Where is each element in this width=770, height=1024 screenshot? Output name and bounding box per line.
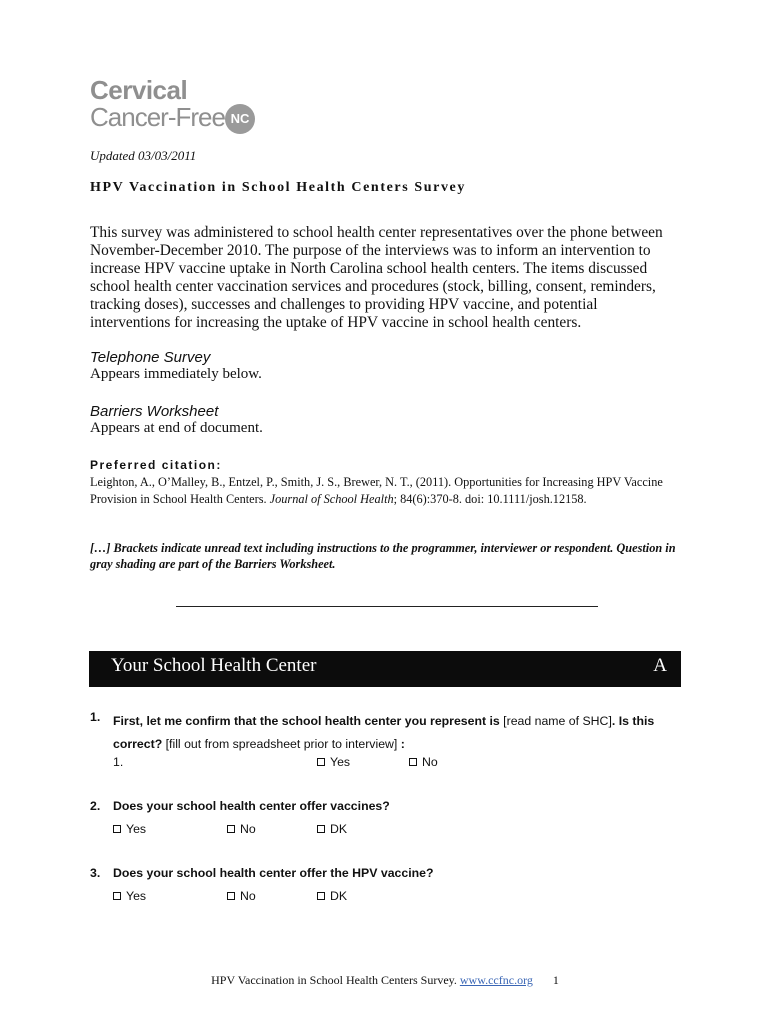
question-number: 1. bbox=[90, 710, 101, 724]
banner-title: Your School Health Center bbox=[111, 655, 317, 676]
question-number: 2. bbox=[90, 799, 101, 813]
logo bbox=[90, 76, 280, 138]
checkbox-icon[interactable] bbox=[113, 892, 121, 900]
section-text: Appears at end of document. bbox=[90, 420, 263, 436]
checkbox-icon[interactable] bbox=[409, 758, 417, 766]
question-3-text: Does your school health center offer the HPV vaccine? bbox=[113, 866, 434, 880]
checkbox-icon[interactable] bbox=[317, 758, 325, 766]
section-barriers-worksheet bbox=[90, 403, 263, 437]
option-label: No bbox=[422, 755, 438, 769]
section-banner bbox=[89, 651, 681, 687]
q2-option-no[interactable] bbox=[227, 822, 256, 836]
banner-letter: A bbox=[653, 655, 667, 676]
option-label: Yes bbox=[330, 755, 351, 769]
document-title: HPV Vaccination in School Health Centers Survey bbox=[90, 180, 466, 195]
question-3 bbox=[90, 866, 100, 880]
bracket-note: […] Brackets indicate unread text including instructions to the programmer, interviewer or respondent. Question in gray shading are part of the Barriers Worksheet. bbox=[90, 541, 676, 571]
q3-option-dk[interactable] bbox=[317, 889, 347, 903]
section-heading: Barriers Worksheet bbox=[90, 403, 219, 420]
footer-text: HPV Vaccination in School Health Centers Survey. bbox=[211, 973, 460, 987]
updated-date: Updated 03/03/2011 bbox=[90, 148, 197, 163]
q1-answer-number: 1. bbox=[113, 755, 124, 769]
q2-option-dk[interactable] bbox=[317, 822, 347, 836]
citation-label: Preferred citation: bbox=[90, 458, 222, 472]
q1-option-no[interactable] bbox=[409, 755, 438, 769]
page-footer bbox=[0, 973, 770, 988]
citation-journal: Journal of School Health bbox=[269, 492, 394, 506]
q3-option-yes[interactable] bbox=[113, 889, 146, 903]
question-number: 3. bbox=[90, 866, 101, 880]
option-label: DK bbox=[330, 822, 348, 836]
divider-line bbox=[176, 606, 598, 607]
option-label: Yes bbox=[126, 822, 147, 836]
q1-option-yes[interactable] bbox=[317, 755, 350, 769]
logo-line-2: Cancer-Free bbox=[90, 102, 225, 132]
citation-authors: Leighton, A., O’Malley, B., Entzel, P., Smith, J. S., Brewer, N. T., (2011). Opportunities for Increasing HPV Vaccine Provision in School Health Centers. bbox=[90, 475, 663, 506]
q1-instruction-2: [fill out from spreadsheet prior to interview] bbox=[162, 737, 401, 751]
section-telephone-survey bbox=[90, 349, 262, 383]
citation-text bbox=[90, 474, 690, 508]
question-1-text bbox=[113, 710, 683, 756]
option-label: DK bbox=[330, 889, 348, 903]
page-number: 1 bbox=[552, 973, 559, 987]
citation-details: ; 84(6):370-8. doi: 10.1111/josh.12158. bbox=[393, 492, 587, 506]
section-heading: Telephone Survey bbox=[90, 349, 211, 366]
checkbox-icon[interactable] bbox=[113, 825, 121, 833]
question-2-text: Does your school health center offer vaccines? bbox=[113, 799, 390, 813]
question-1 bbox=[90, 710, 100, 724]
q3-option-no[interactable] bbox=[227, 889, 256, 903]
option-label: No bbox=[240, 822, 256, 836]
checkbox-icon[interactable] bbox=[227, 892, 235, 900]
q1-text-bold-3: correct? bbox=[113, 737, 163, 751]
option-label: Yes bbox=[126, 889, 147, 903]
checkbox-icon[interactable] bbox=[317, 892, 325, 900]
section-text: Appears immediately below. bbox=[90, 366, 262, 382]
logo-line-1: Cervical bbox=[90, 75, 188, 105]
q1-instruction-1: [read name of SHC] bbox=[499, 714, 612, 728]
footer-link[interactable]: www.ccfnc.org bbox=[459, 973, 533, 987]
checkbox-icon[interactable] bbox=[227, 825, 235, 833]
logo-nc-badge: NC bbox=[225, 104, 255, 134]
intro-text: This survey was administered to school health center representatives over the phone between November-December 2010. The purpose of the interviews was to inform an intervention to increase HPV vaccine uptake in North Carolina school health centers. The items discussed school health center vaccination services and procedures (stock, billing, consent, reminders, tracking doses), successes and challenges to providing HPV vaccine, and potential interventions for increasing the uptake of HPV vaccine in school health centers. bbox=[90, 224, 663, 331]
q1-text-bold-2: . Is this bbox=[611, 714, 655, 728]
q2-option-yes[interactable] bbox=[113, 822, 146, 836]
option-label: No bbox=[240, 889, 256, 903]
checkbox-icon[interactable] bbox=[317, 825, 325, 833]
intro-paragraph bbox=[90, 224, 680, 332]
question-2 bbox=[90, 799, 100, 813]
q1-colon: : bbox=[400, 737, 405, 751]
q1-text-bold-1: First, let me confirm that the school health center you represent is bbox=[113, 714, 500, 728]
